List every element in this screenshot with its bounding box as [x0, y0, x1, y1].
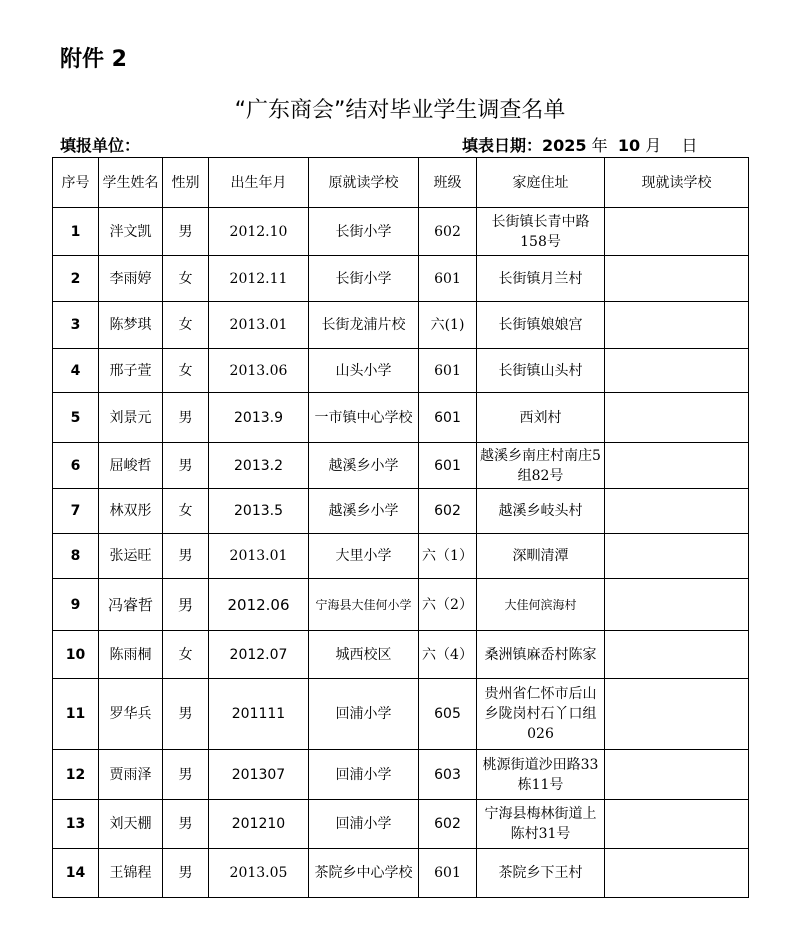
table-row	[53, 302, 749, 349]
cell-address: 深甽清潭	[477, 534, 605, 579]
cell-class: 605	[419, 679, 477, 750]
cell-gender: 男	[163, 534, 209, 579]
cell-address: 桃源街道沙田路33栋11号	[477, 750, 605, 800]
table-row	[53, 579, 749, 631]
cell-no: 13	[53, 800, 99, 849]
cell-birth: 2012.06	[209, 579, 309, 631]
cell-current-school	[605, 489, 749, 534]
cell-school: 城西校区	[309, 631, 419, 679]
cell-gender: 女	[163, 349, 209, 393]
cell-gender: 男	[163, 393, 209, 443]
column-header: 班级	[419, 158, 477, 208]
cell-no: 2	[53, 256, 99, 302]
cell-school: 越溪乡小学	[309, 443, 419, 489]
fill-date-year: 2025	[542, 136, 587, 155]
fill-date-day-unit: 日	[681, 136, 698, 155]
cell-birth: 2013.05	[209, 849, 309, 898]
cell-birth: 2013.2	[209, 443, 309, 489]
cell-current-school	[605, 443, 749, 489]
cell-class: 602	[419, 208, 477, 256]
cell-name: 贾雨泽	[99, 750, 163, 800]
cell-no: 3	[53, 302, 99, 349]
cell-birth: 2013.9	[209, 393, 309, 443]
cell-current-school	[605, 800, 749, 849]
column-header: 家庭住址	[477, 158, 605, 208]
cell-no: 14	[53, 849, 99, 898]
cell-name: 李雨婷	[99, 256, 163, 302]
cell-address: 长街镇月兰村	[477, 256, 605, 302]
cell-address: 长街镇娘娘宫	[477, 302, 605, 349]
cell-gender: 女	[163, 256, 209, 302]
cell-school: 长街小学	[309, 208, 419, 256]
table-row	[53, 208, 749, 256]
cell-current-school	[605, 579, 749, 631]
cell-current-school	[605, 679, 749, 750]
cell-no: 4	[53, 349, 99, 393]
cell-birth: 2013.01	[209, 302, 309, 349]
cell-gender: 女	[163, 302, 209, 349]
cell-no: 11	[53, 679, 99, 750]
cell-class: 六（2）	[419, 579, 477, 631]
cell-name: 邢子萱	[99, 349, 163, 393]
column-header: 现就读学校	[605, 158, 749, 208]
cell-address: 茶院乡下王村	[477, 849, 605, 898]
reporting-unit-label: 填报单位：	[60, 136, 141, 155]
table-row	[53, 489, 749, 534]
cell-address: 宁海县梅林街道上陈村31号	[477, 800, 605, 849]
fill-date-month-unit: 月	[645, 136, 662, 155]
table-row	[53, 631, 749, 679]
cell-name: 王锦程	[99, 849, 163, 898]
cell-current-school	[605, 631, 749, 679]
table-row	[53, 750, 749, 800]
cell-class: 601	[419, 849, 477, 898]
cell-current-school	[605, 393, 749, 443]
cell-gender: 男	[163, 750, 209, 800]
cell-address: 长街镇长青中路158号	[477, 208, 605, 256]
fill-date-year-unit: 年	[591, 136, 608, 155]
cell-class: 601	[419, 393, 477, 443]
cell-class: 601	[419, 443, 477, 489]
cell-birth: 2012.11	[209, 256, 309, 302]
cell-name: 屈峻哲	[99, 443, 163, 489]
cell-address: 贵州省仁怀市后山乡陇岗村石丫口组026	[477, 679, 605, 750]
cell-class: 601	[419, 349, 477, 393]
cell-name: 张运旺	[99, 534, 163, 579]
table-row	[53, 349, 749, 393]
cell-class: 601	[419, 256, 477, 302]
cell-address: 越溪乡岐头村	[477, 489, 605, 534]
cell-school: 长街龙浦片校	[309, 302, 419, 349]
cell-address: 越溪乡南庄村南庄5组82号	[477, 443, 605, 489]
cell-no: 9	[53, 579, 99, 631]
cell-school: 一市镇中心学校	[309, 393, 419, 443]
cell-class: 602	[419, 800, 477, 849]
cell-current-school	[605, 750, 749, 800]
cell-school: 长街小学	[309, 256, 419, 302]
cell-no: 1	[53, 208, 99, 256]
cell-gender: 女	[163, 489, 209, 534]
column-header: 原就读学校	[309, 158, 419, 208]
cell-birth: 201111	[209, 679, 309, 750]
cell-class: 603	[419, 750, 477, 800]
cell-school: 大里小学	[309, 534, 419, 579]
cell-name: 泮文凯	[99, 208, 163, 256]
cell-gender: 男	[163, 579, 209, 631]
cell-current-school	[605, 349, 749, 393]
cell-school: 越溪乡小学	[309, 489, 419, 534]
column-header: 出生年月	[209, 158, 309, 208]
cell-school: 回浦小学	[309, 750, 419, 800]
cell-class: 六（4）	[419, 631, 477, 679]
column-header: 序号	[53, 158, 99, 208]
cell-current-school	[605, 849, 749, 898]
cell-current-school	[605, 208, 749, 256]
cell-name: 陈梦琪	[99, 302, 163, 349]
cell-gender: 男	[163, 679, 209, 750]
cell-no: 7	[53, 489, 99, 534]
cell-class: 六（1）	[419, 534, 477, 579]
cell-gender: 男	[163, 443, 209, 489]
cell-school: 回浦小学	[309, 679, 419, 750]
cell-name: 刘天棚	[99, 800, 163, 849]
cell-school: 茶院乡中心学校	[309, 849, 419, 898]
cell-no: 5	[53, 393, 99, 443]
column-header: 学生姓名	[99, 158, 163, 208]
cell-no: 12	[53, 750, 99, 800]
cell-gender: 男	[163, 849, 209, 898]
cell-gender: 女	[163, 631, 209, 679]
column-header: 性别	[163, 158, 209, 208]
document-title: “广东商会”结对毕业学生调查名单	[234, 98, 566, 123]
student-survey-table	[52, 157, 749, 898]
cell-no: 10	[53, 631, 99, 679]
table-row	[53, 256, 749, 302]
cell-address: 长街镇山头村	[477, 349, 605, 393]
cell-current-school	[605, 302, 749, 349]
cell-name: 罗华兵	[99, 679, 163, 750]
cell-birth: 2013.5	[209, 489, 309, 534]
cell-no: 6	[53, 443, 99, 489]
table-row	[53, 849, 749, 898]
cell-birth: 2012.07	[209, 631, 309, 679]
attachment-label: 附件 2	[60, 47, 127, 72]
cell-class: 六(1)	[419, 302, 477, 349]
cell-school: 宁海县大佳何小学	[309, 579, 419, 631]
cell-birth: 2012.10	[209, 208, 309, 256]
cell-class: 602	[419, 489, 477, 534]
cell-current-school	[605, 256, 749, 302]
table-row	[53, 679, 749, 750]
cell-address: 西刘村	[477, 393, 605, 443]
table-row	[53, 534, 749, 579]
fill-date-label: 填表日期：	[462, 136, 543, 155]
cell-school: 山头小学	[309, 349, 419, 393]
cell-current-school	[605, 534, 749, 579]
table-row	[53, 393, 749, 443]
cell-name: 刘景元	[99, 393, 163, 443]
cell-name: 冯睿哲	[99, 579, 163, 631]
cell-address: 大佳何滨海村	[477, 579, 605, 631]
cell-name: 林双彤	[99, 489, 163, 534]
cell-school: 回浦小学	[309, 800, 419, 849]
cell-no: 8	[53, 534, 99, 579]
table-header-row	[53, 158, 749, 208]
table-row	[53, 800, 749, 849]
fill-date	[462, 133, 698, 156]
cell-birth: 201307	[209, 750, 309, 800]
cell-birth: 201210	[209, 800, 309, 849]
cell-birth: 2013.01	[209, 534, 309, 579]
fill-date-month: 10	[617, 136, 641, 155]
cell-gender: 男	[163, 800, 209, 849]
table-row	[53, 443, 749, 489]
cell-gender: 男	[163, 208, 209, 256]
cell-name: 陈雨桐	[99, 631, 163, 679]
cell-address: 桑洲镇麻岙村陈家	[477, 631, 605, 679]
cell-birth: 2013.06	[209, 349, 309, 393]
